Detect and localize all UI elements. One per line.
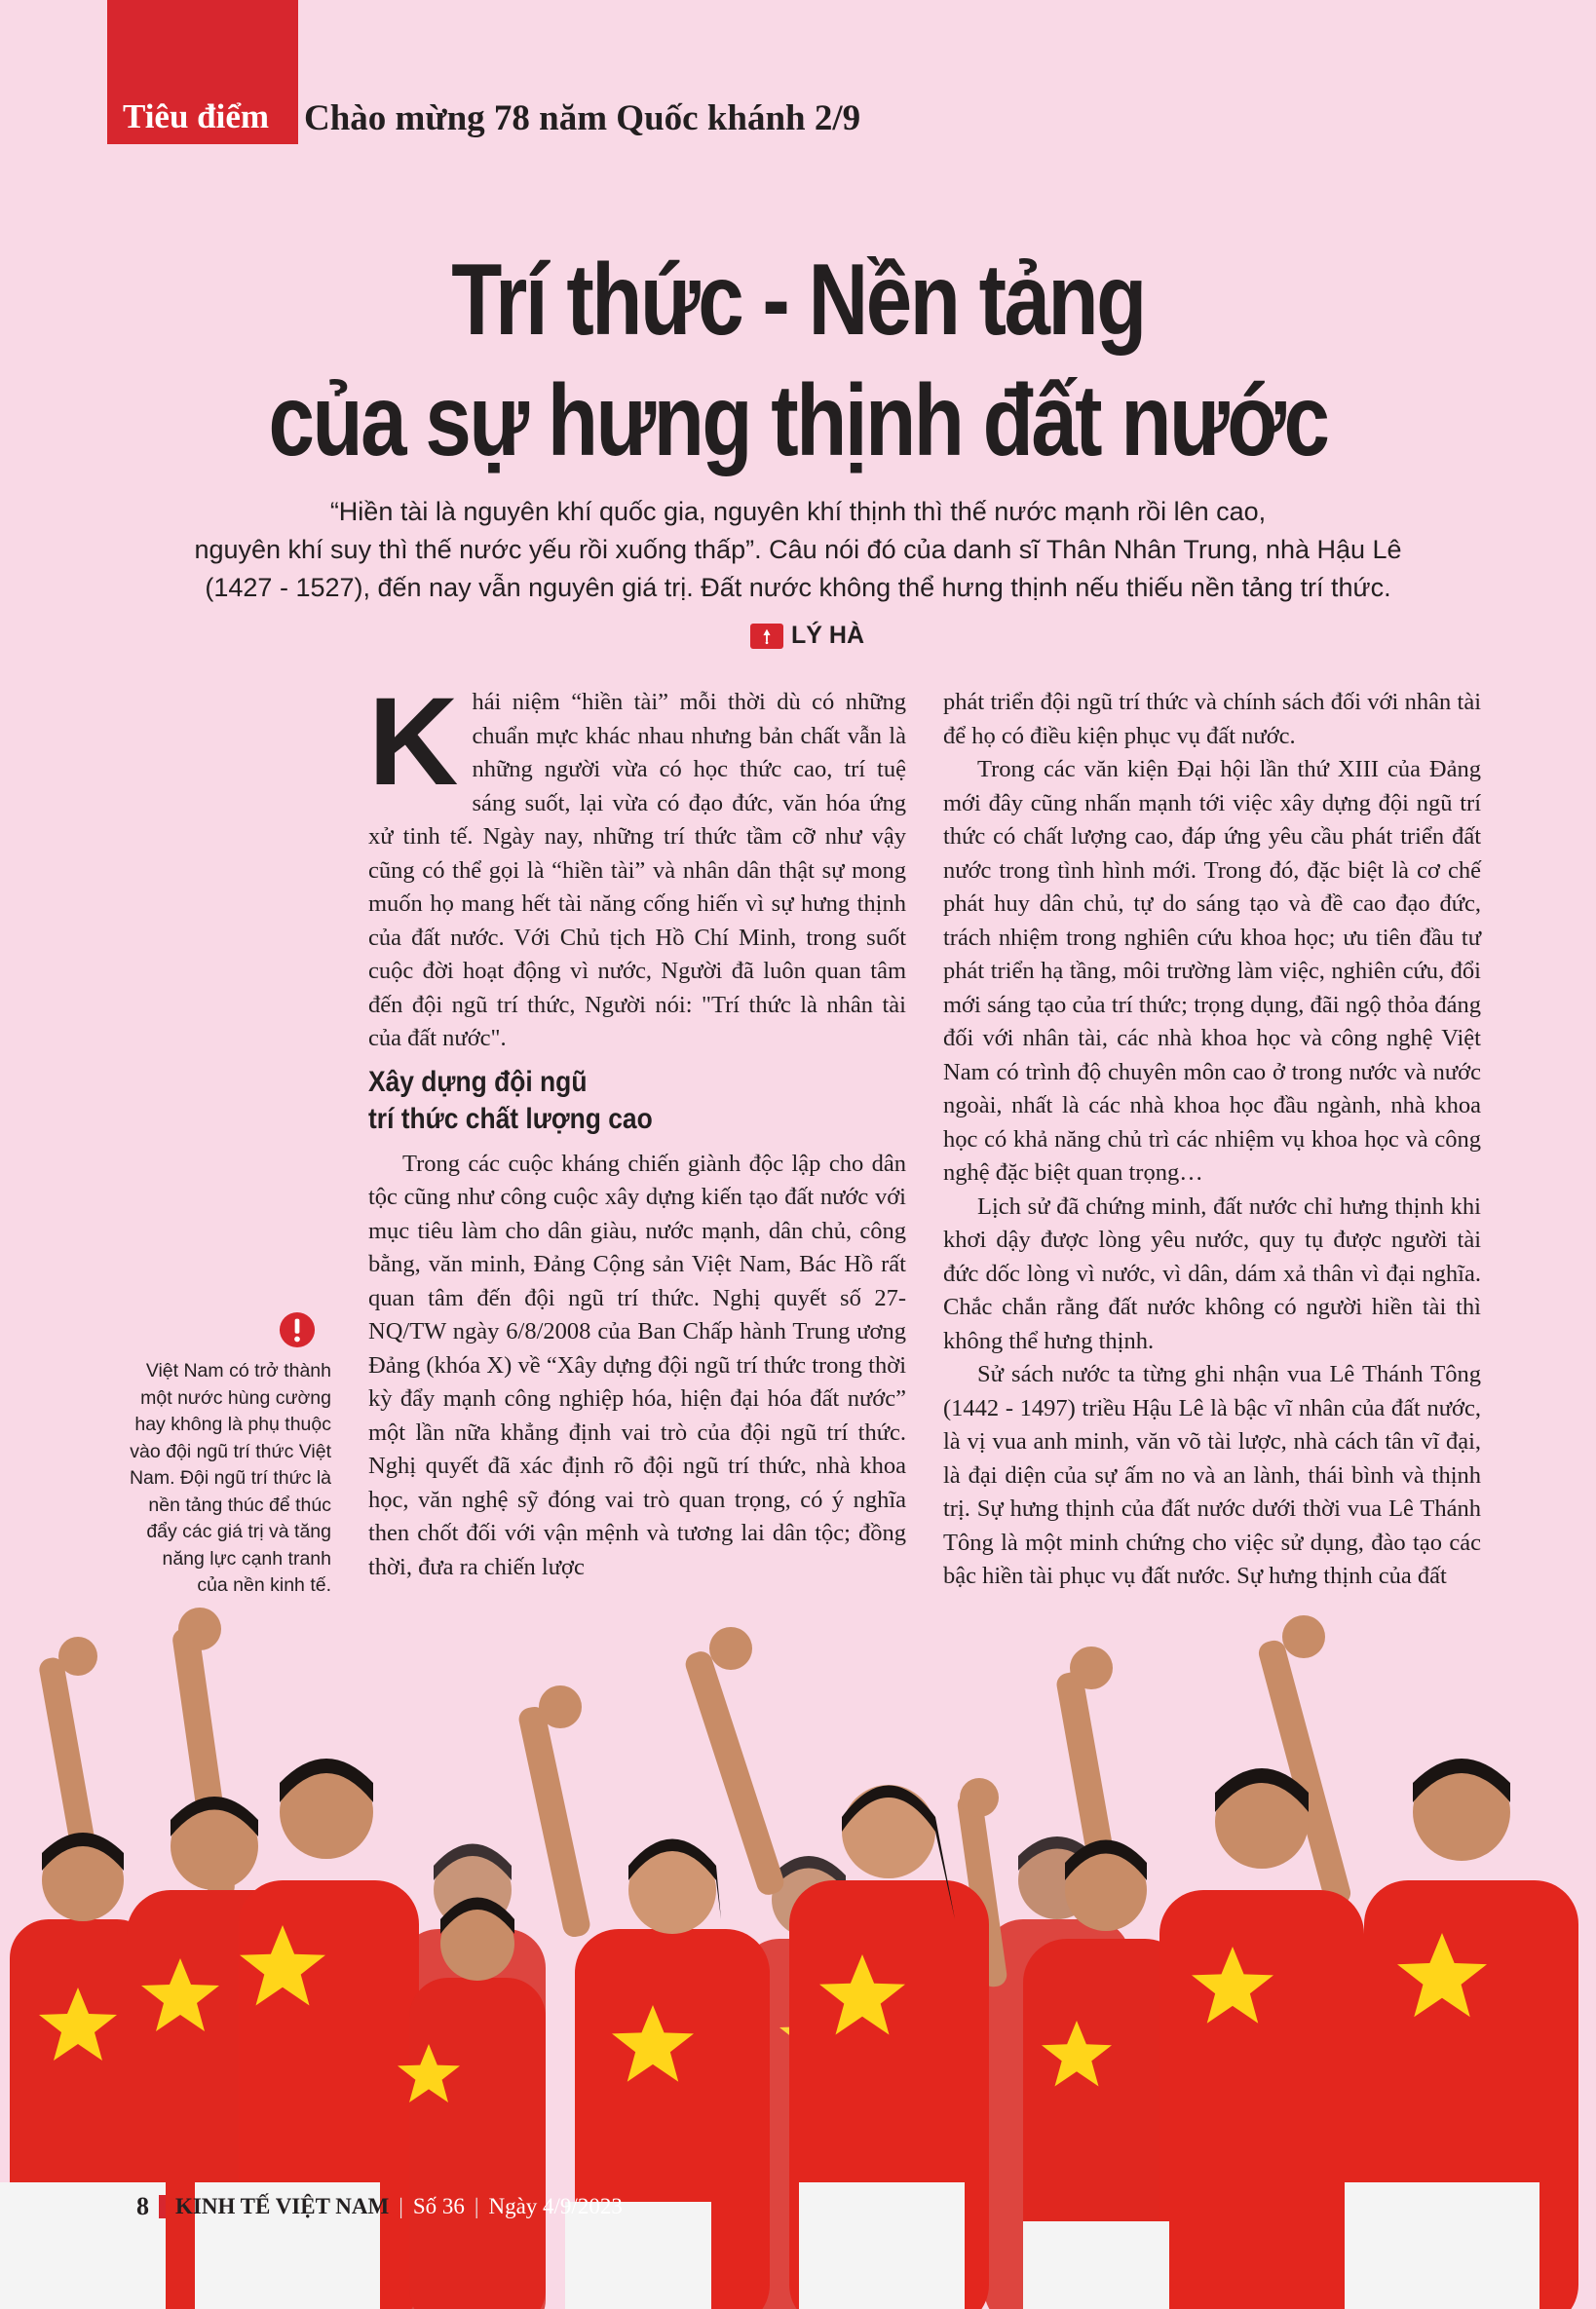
exclamation-icon [279, 1311, 316, 1348]
sapo-line-2: nguyên khí suy thì thế nước yếu rồi xuống thấp”. Câu nói đó của danh sĩ Thân Nhân Trung, nhà Hậu Lê [194, 535, 1402, 564]
footer-separator: | [474, 2194, 479, 2218]
paragraph-5: Lịch sử đã chứng minh, đất nước chỉ hưng thịnh khi khơi dậy được lòng yêu nước, quy tụ được người tài đức dốc lòng vì nước, vì dân, dám xả thân vì đại nghĩa. Chắc chắn rằng đất nước không có người hiền tài thì không thể hưng thịnh. [943, 1192, 1481, 1354]
byline [750, 622, 864, 650]
sapo-line-1: “Hiền tài là nguyên khí quốc gia, nguyên khí thịnh thì thế nước mạnh rồi lên cao, [329, 497, 1267, 526]
pen-icon [750, 624, 783, 649]
paragraph-3: phát triển đội ngũ trí thức và chính sách đối với nhân tài để họ có điều kiện phục vụ đất nước. [943, 689, 1481, 749]
footer-accent-bar [159, 2195, 166, 2218]
paragraph-2: Trong các cuộc kháng chiến giành độc lập cho dân tộc cũng như công cuộc xây dựng kiến tạo đất nước với mục tiêu làm cho dân giàu, nước mạnh, dân chủ, công bằng, văn minh, Đảng Cộng sản Việt Nam, Bác Hồ rất quan tâm đến đội ngũ trí thức. Nghị quyết số 27-NQ/TW ngày 6/8/2008 của Ban Chấp hành Trung ương Đảng (khóa X) về “Xây dựng đội ngũ trí thức trong thời kỳ đẩy mạnh công nghiệp hóa, hiện đại hóa đất nước” một lần nữa khẳng định vai trò của đội ngũ trí thức. Nghị quyết đã xác định rõ đội ngũ trí thức, nhà khoa học, văn nghệ sỹ đóng vai trò quan trọng, có ý nghĩa then chốt đối với vận mệnh và tương lai dân tộc; đồng thời, đưa ra chiến lược [368, 1150, 906, 1580]
article-column-right [943, 686, 1481, 1594]
subheading [368, 1064, 842, 1138]
page-footer [136, 2192, 623, 2221]
section-tag-label: Tiêu điểm [123, 97, 270, 135]
page-number: 8 [136, 2192, 149, 2220]
byline-author: LÝ HÀ [791, 622, 864, 649]
issue-date: Ngày 4/9/2023 [488, 2194, 623, 2218]
kicker: Chào mừng 78 năm Quốc khánh 2/9 [304, 98, 861, 138]
paragraph-1-text: hái niệm “hiền tài” mỗi thời dù có những chuẩn mực khác nhau nhưng bản chất vẫn là những người vừa có học thức cao, trí tuệ sáng suốt, lại vừa có đạo đức, văn hóa ứng xử tinh tế. Ngày nay, những trí thức tầm cỡ như vậy cũng có thể gọi là “hiền tài” và nhân dân thật sự mong muốn họ mang hết tài năng cống hiến vì sự hưng thịnh của đất nước. Với Chủ tịch Hồ Chí Minh, trong suốt cuộc đời hoạt động vì nước, Người đã luôn quan tâm đến đội ngũ trí thức, Người nói: "Trí thức là nhân tài của đất nước". [368, 689, 906, 1051]
article-column-left [368, 672, 906, 1584]
paragraph-6: Sử sách nước ta từng ghi nhận vua Lê Thánh Tông (1442 - 1497) triều Hậu Lê là bậc vĩ nhân của đất nước, là vị vua anh minh, văn võ tài lược, nhà cách tân vĩ đại, là đại diện của sự ấm no và an lành, thái bình và thịnh trị. Sự hưng thịnh của đất nước dưới thời vua Lê Thánh Tông là một minh chứng cho việc sử dụng, đào tạo các bậc hiền tài phục vụ đất nước. Sự hưng thịnh của đất [943, 1361, 1481, 1589]
headline-line-2: của sự hưng thịnh đất nước [268, 364, 1328, 477]
headline-line-1: Trí thức - Nền tảng [451, 244, 1145, 357]
section-tag [107, 0, 298, 144]
footer-separator: | [399, 2194, 403, 2218]
subheading-line-2: trí thức chất lượng cao [368, 1102, 653, 1135]
sapo-line-3: (1427 - 1527), đến nay vẫn nguyên giá trị. Đất nước không thể hưng thịnh nếu thiếu nền tảng trí thức. [205, 573, 1391, 602]
issue-number: Số 36 [412, 2194, 465, 2218]
paragraph-4: Trong các văn kiện Đại hội lần thứ XIII của Đảng mới đây cũng nhấn mạnh tới việc xây dựng đội ngũ trí thức có chất lượng cao, đáp ứng yêu cầu phát triển đất nước trong tình hình mới. Trong đó, đặc biệt là cơ chế phát huy dân chủ, tự do sáng tạo và đề cao đạo đức, trách nhiệm trong nghiên cứu khoa học; ưu tiên đầu tư phát triển hạ tầng, môi trường làm việc, nghiên cứu, đổi mới sáng tạo của trí thức; trọng dụng, đãi ngộ thỏa đáng đối với nhân tài, các nhà khoa học và công nghệ Việt Nam có trình độ chuyên môn cao ở trong nước và nước ngoài, nhất là các nhà khoa học đầu ngành, nhà khoa học có khả năng chủ trì các nhiệm vụ khoa học và công nghệ đặc biệt quan trọng… [943, 756, 1481, 1186]
magazine-name: KINH TẾ VIỆT NAM [175, 2194, 390, 2218]
subheading-line-1: Xây dựng đội ngũ [368, 1065, 588, 1098]
callout [127, 1311, 331, 1600]
dropcap: K [368, 672, 459, 812]
callout-text: Việt Nam có trở thành một nước hùng cường hay không là phụ thuộc vào đội ngũ trí thức Việt Nam. Đội ngũ trí thức là nền tảng thúc để thúc đẩy các giá trị và tăng năng lực cạnh tranh của nền kinh tế. [129, 1360, 331, 1596]
paragraph-1 [368, 672, 906, 1056]
